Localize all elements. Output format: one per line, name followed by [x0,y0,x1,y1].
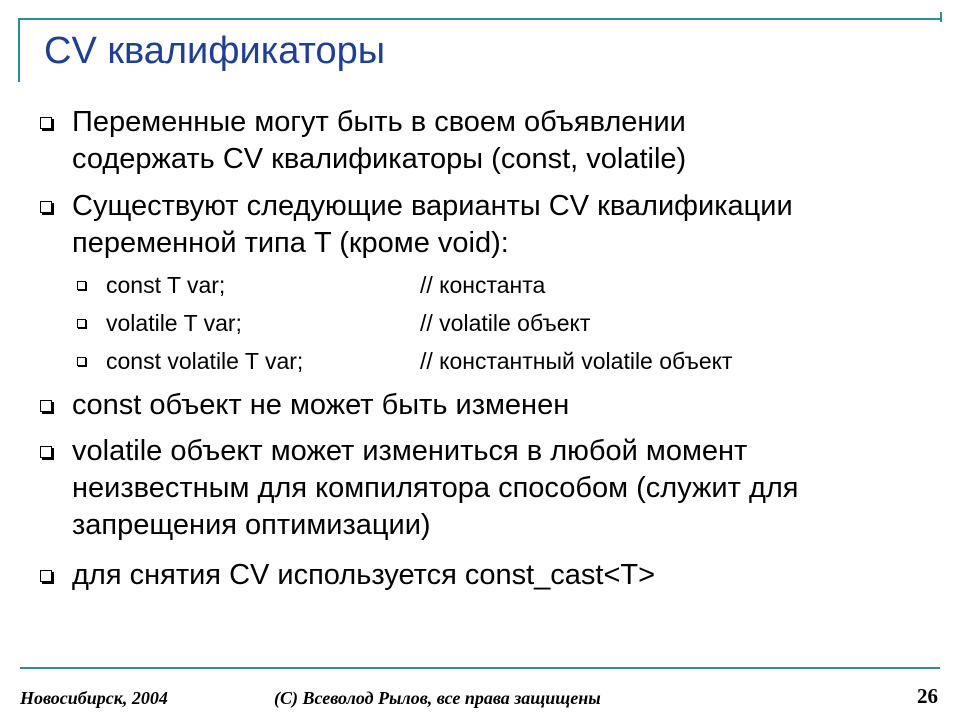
square-bullet-icon [40,570,52,582]
bullet-line: переменной типа T (кроме void): [72,227,509,259]
sub-item-code: const volatile T var; [106,348,304,374]
square-bullet-icon [40,201,52,213]
bullet-line: Переменные могут быть в своем объявлении [72,106,686,138]
bullet-line: const объект не может быть изменен [72,389,570,421]
sub-item-comment: // volatile объект [420,310,591,336]
sub-item-comment: // константный volatile объект [420,348,733,374]
bullet-item [72,387,569,424]
bullet-line: для снятия CV используется const_cast<T> [72,559,656,591]
bullet-item [72,433,799,544]
square-bullet-icon [40,117,52,129]
footer-copyright: (С) Всеволод Рылов, все права защищены [274,688,601,708]
bullet-line: неизвестным для компилятора способом (служит для [72,472,799,504]
bullet-item [72,557,655,594]
sub-item-comment: // константа [420,272,546,298]
bottom-rule [20,667,940,669]
square-bullet-icon [77,357,86,366]
square-bullet-icon [40,446,52,458]
bullet-line: Существуют следующие варианты CV квалификации [72,190,793,222]
square-bullet-icon [77,319,86,328]
sub-item [106,270,546,300]
footer-location: Новосибирск, 2004 [20,688,168,708]
sub-item [106,346,733,376]
square-bullet-icon [40,400,52,412]
square-bullet-icon [77,281,86,290]
sub-item-code: volatile T var; [106,310,242,336]
slide-title: CV квалификаторы [44,30,386,72]
page-number: 26 [917,684,938,708]
bullet-item [72,188,793,262]
bullet-line: volatile объект может измениться в любой момент [72,435,748,467]
sub-item-code: const T var; [106,272,226,298]
bullet-item [72,104,686,178]
bullet-line: запрещения оптимизации) [72,509,431,541]
sub-item [106,308,591,338]
bullet-line: содержать CV квалификаторы (const, volatile) [72,143,687,175]
